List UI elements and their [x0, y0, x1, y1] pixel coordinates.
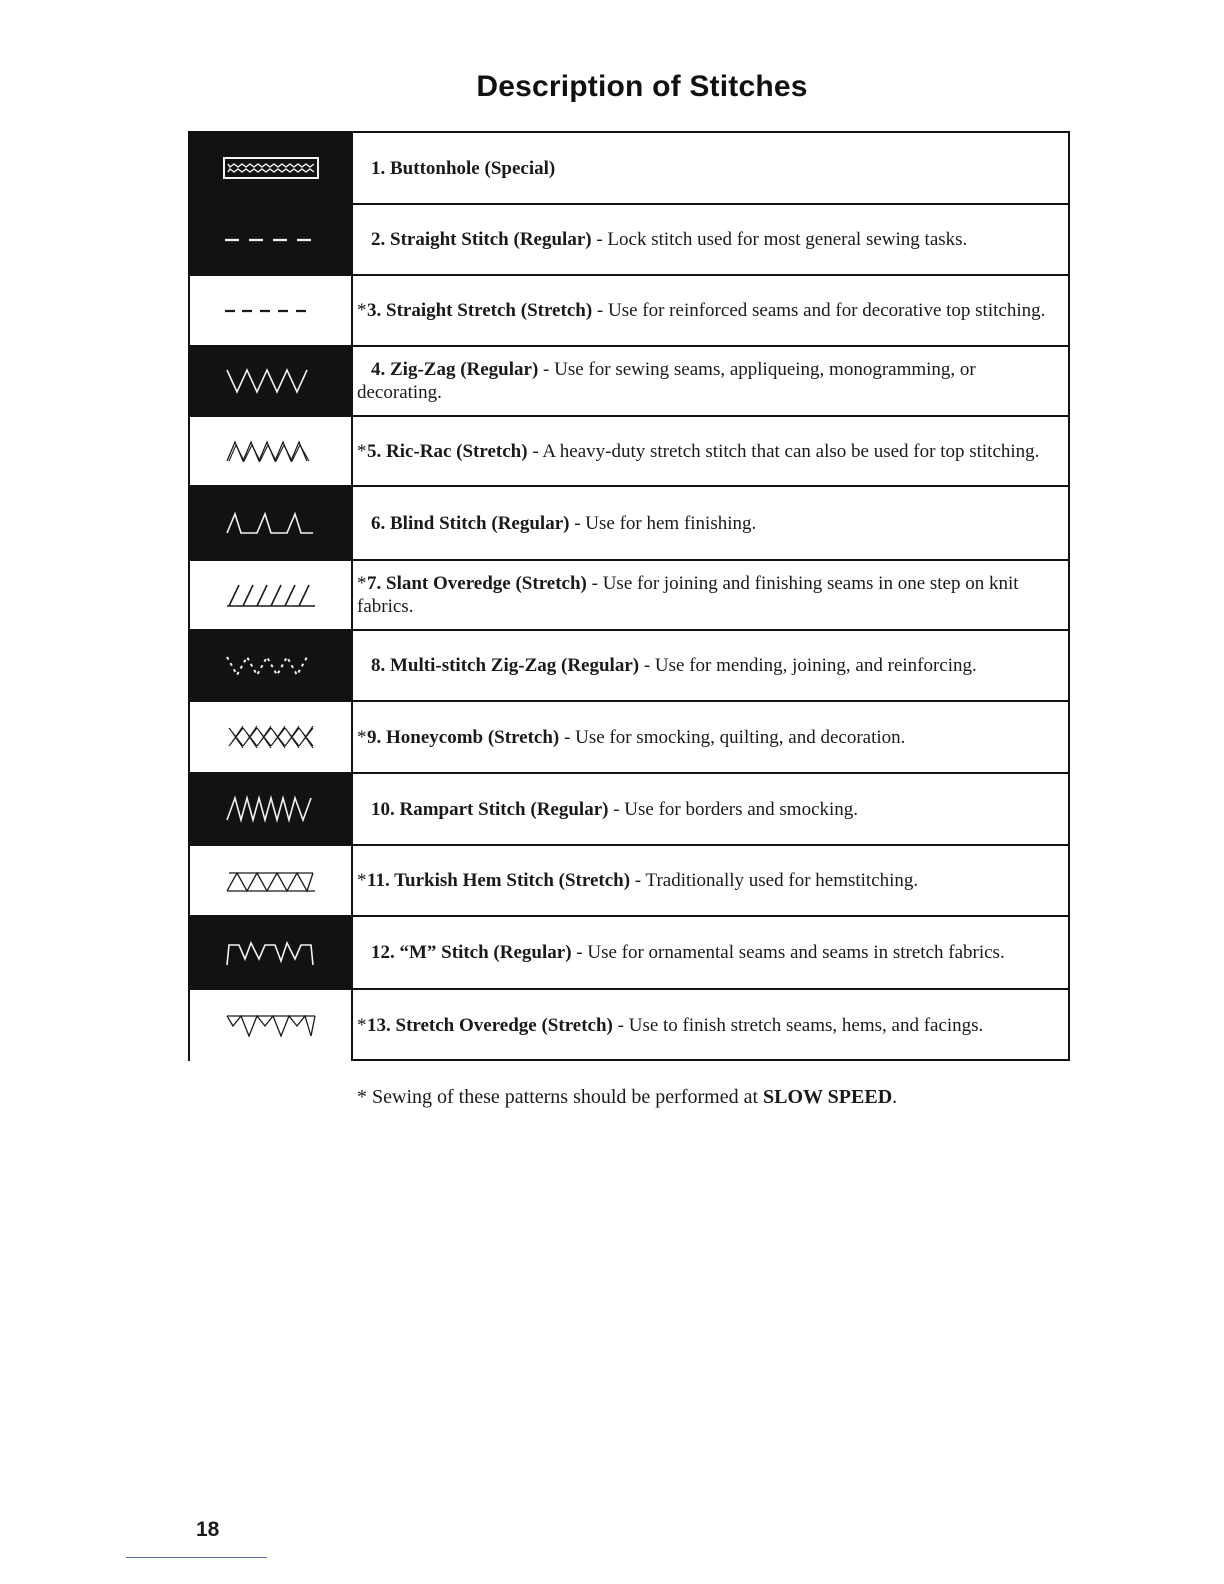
stitch-description-cell — [353, 917, 1068, 988]
stitch-use: - Use for reinforced seams and for decorative top stitching. — [592, 300, 1046, 321]
stitch-pattern-cell — [190, 774, 353, 844]
stitch-description — [357, 869, 1050, 892]
stitch-description-cell — [353, 846, 1068, 915]
stitch-name: 10. Rampart Stitch (Regular) — [371, 798, 609, 820]
stitch-name: 13. Stretch Overedge (Stretch) — [367, 1015, 613, 1036]
stitch-use: - Use for smocking, quilting, and decoration. — [559, 726, 906, 748]
stitch-use: - Lock stitch used for most general sewing tasks. — [591, 229, 968, 250]
stitch-description — [357, 726, 1050, 749]
stitch-description-cell — [353, 347, 1068, 415]
stitch-row — [190, 561, 1068, 631]
stitch-use: - Use for hem finishing. — [569, 512, 757, 534]
stitch-name: 3. Straight Stretch (Stretch) — [367, 300, 593, 321]
stitch-pattern-cell — [190, 917, 353, 988]
stitch-pattern-cell — [190, 347, 353, 415]
stitch-use: - Traditionally used for hemstitching. — [630, 870, 919, 891]
stitch-description — [357, 798, 1050, 821]
stitch-description — [357, 358, 1050, 404]
stitch-use: - Use for mending, joining, and reinforcing. — [639, 655, 977, 676]
stitch-name: 4. Zig-Zag (Regular) — [371, 359, 539, 380]
footnote-end: . — [892, 1086, 898, 1108]
stitch-row — [190, 917, 1068, 990]
stitch-description — [357, 512, 1050, 535]
stitch-row — [190, 133, 1068, 205]
stitch-row — [190, 990, 1068, 1061]
bottom-rule — [126, 1557, 267, 1558]
stitch-name: 9. Honeycomb (Stretch) — [367, 726, 560, 748]
stitch-name: 6. Blind Stitch (Regular) — [371, 512, 570, 534]
stitch-description-cell — [353, 276, 1068, 345]
stitch-description — [357, 299, 1050, 322]
multi-stitch-zig-zag-icon — [223, 653, 319, 679]
stitch-description — [357, 572, 1050, 618]
zig-zag-icon — [223, 366, 319, 396]
straight-stitch-icon — [223, 235, 319, 245]
stitch-pattern-cell — [190, 205, 353, 274]
stitch-row — [190, 487, 1068, 561]
stitch-pattern-cell — [190, 990, 353, 1061]
stitch-description-cell — [353, 702, 1068, 772]
stitch-pattern-cell — [190, 702, 353, 772]
footnote-emphasis: SLOW SPEED — [763, 1086, 893, 1108]
blind-stitch-icon — [223, 510, 319, 536]
stitch-pattern-cell — [190, 417, 353, 485]
stitch-use: - A heavy-duty stretch stitch that can also be used for top stitching. — [527, 440, 1040, 462]
footnote-text: * Sewing of these patterns should be performed at — [357, 1086, 764, 1108]
stitch-table — [188, 131, 1070, 1061]
slant-overedge-icon — [223, 582, 319, 608]
stitch-description-cell — [353, 990, 1068, 1061]
stitch-use: - Use to finish stretch seams, hems, and facings. — [612, 1015, 984, 1036]
stitch-name: 7. Slant Overedge (Stretch) — [367, 573, 587, 594]
slow-speed-mark: * — [357, 440, 367, 462]
stitch-use: - Use for sewing seams, appliqueing, monogramming, or decorating. — [357, 359, 976, 403]
slow-speed-mark: * — [357, 1015, 367, 1036]
stitch-description — [357, 654, 1050, 677]
slow-speed-mark: * — [357, 300, 367, 321]
stitch-row — [190, 347, 1068, 417]
stitch-row — [190, 417, 1068, 487]
stitch-pattern-cell — [190, 631, 353, 700]
stitch-description-cell — [353, 417, 1068, 485]
stitch-name: 8. Multi-stitch Zig-Zag (Regular) — [371, 655, 640, 676]
stitch-row — [190, 702, 1068, 774]
stitch-use: - Use for ornamental seams and seams in stretch fabrics. — [571, 942, 1005, 963]
stitch-row — [190, 774, 1068, 846]
stitch-description-cell — [353, 561, 1068, 629]
stitch-name: 1. Buttonhole (Special) — [371, 157, 556, 179]
stitch-description-cell — [353, 631, 1068, 700]
stitch-description-cell — [353, 133, 1068, 203]
turkish-hem-stitch-icon — [223, 869, 319, 893]
stitch-pattern-cell — [190, 133, 353, 203]
page-number: 18 — [196, 1518, 220, 1541]
page-title: Description of Stitches — [476, 70, 808, 103]
slow-speed-mark: * — [357, 573, 367, 594]
stitch-description-cell — [353, 487, 1068, 559]
stitch-description — [357, 440, 1050, 463]
stitch-description — [357, 157, 1050, 180]
stitch-description-cell — [353, 774, 1068, 844]
slow-speed-mark: * — [357, 870, 367, 891]
slow-speed-mark: * — [357, 726, 367, 748]
honeycomb-icon — [223, 724, 319, 750]
stitch-name: 11. Turkish Hem Stitch (Stretch) — [367, 870, 631, 891]
stitch-row — [190, 205, 1068, 276]
stitch-name: 12. “M” Stitch (Regular) — [371, 942, 572, 963]
ric-rac-icon — [223, 439, 319, 463]
stretch-overedge-icon — [223, 1012, 319, 1040]
stitch-description — [357, 228, 1050, 251]
stitch-use: - Use for borders and smocking. — [608, 798, 859, 820]
stitch-pattern-cell — [190, 846, 353, 915]
stitch-description — [357, 941, 1050, 964]
stitch-row — [190, 276, 1068, 347]
stitch-pattern-cell — [190, 487, 353, 559]
straight-stretch-icon — [223, 306, 319, 316]
stitch-row — [190, 631, 1068, 702]
slow-speed-footnote — [357, 1086, 897, 1109]
stitch-pattern-cell — [190, 561, 353, 629]
stitch-row — [190, 846, 1068, 917]
stitch-use: - Use for joining and finishing seams in one step on knit fabrics. — [357, 573, 1019, 617]
stitch-description — [357, 1014, 1050, 1037]
m-stitch-icon — [223, 939, 319, 967]
rampart-stitch-icon — [223, 795, 319, 823]
buttonhole-icon — [223, 156, 319, 180]
stitch-name: 2. Straight Stitch (Regular) — [371, 229, 592, 250]
stitch-pattern-cell — [190, 276, 353, 345]
stitch-name: 5. Ric-Rac (Stretch) — [367, 440, 528, 462]
stitch-description-cell — [353, 205, 1068, 274]
